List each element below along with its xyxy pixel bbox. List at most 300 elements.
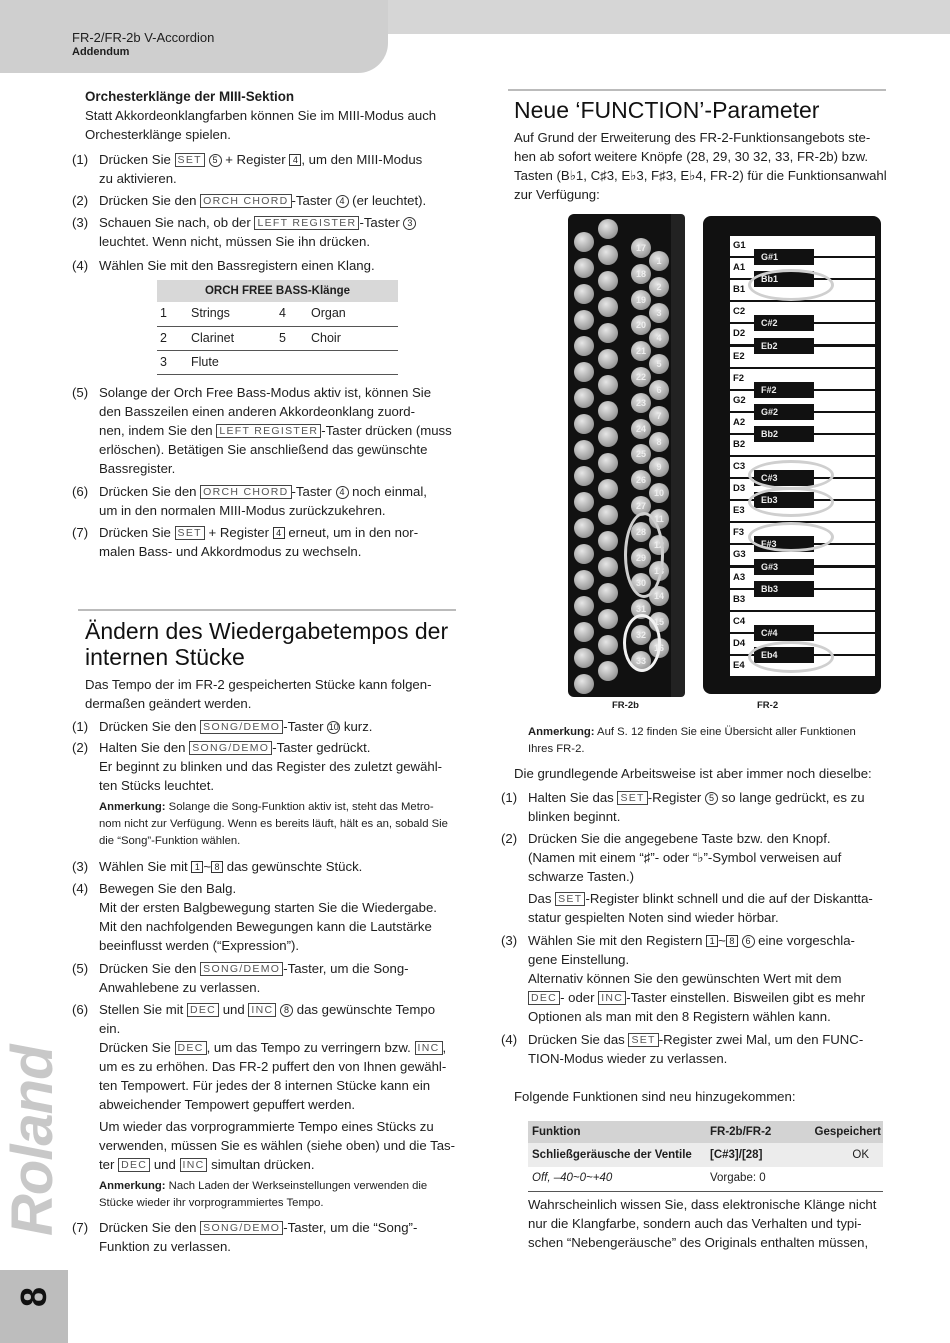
note: [528, 724, 898, 758]
text: , um das Tempo zu verringern bzw.: [206, 1040, 411, 1055]
register-key: 1: [706, 935, 718, 947]
left-register-key: LEFT REGISTER: [254, 216, 359, 230]
text: Alternativ können Sie den gewünschten Wert mit dem: [528, 971, 842, 986]
step-text: [99, 383, 469, 478]
step-text: [528, 889, 898, 927]
circled-number: 10: [328, 722, 339, 732]
accordion-button: [574, 544, 594, 564]
accordion-button: [574, 570, 594, 590]
step-number: (5): [72, 961, 89, 976]
white-key-label: E2: [733, 350, 745, 362]
text: Drücken Sie den: [99, 1220, 197, 1235]
text: die “Song”-Funktion wählen.: [99, 835, 241, 847]
text: Bewegen Sie den Balg.: [99, 881, 237, 896]
white-key-label: F2: [733, 372, 745, 384]
text: Drücken Sie den: [99, 961, 197, 976]
text: Das Tempo der im FR-2 gespeicherten Stücke kann folgen-: [85, 677, 432, 692]
section-title: [85, 618, 448, 670]
text: + Register: [208, 525, 269, 540]
accordion-button: [574, 232, 594, 252]
text: um es zu erhöhen. Das FR-2 puffert den von Ihnen gewähl-: [99, 1059, 447, 1074]
accordion-button: [598, 453, 618, 473]
inc-key: INC: [598, 991, 626, 1005]
text: Solange der Orch Free Bass-Modus aktiv ist, können Sie: [99, 385, 432, 400]
button-number: 8: [656, 436, 662, 447]
button-number: 19: [635, 294, 646, 305]
text: nen, indem Sie den: [99, 423, 213, 438]
table: [157, 302, 398, 375]
dec-key: DEC: [118, 1158, 150, 1172]
text: Statt Akkordeonklangfarben können Sie im MIII-Modus auch Orchesterklänge spielen.: [85, 108, 437, 142]
text: noch einmal,: [352, 484, 427, 499]
accordion-button: [598, 583, 618, 603]
text: den Basszeilen einen anderen Akkordeonklang zuord-: [99, 404, 415, 419]
accordion-button: [598, 531, 618, 551]
text: -Taster einstellen. Bisweilen gibt es mehr: [626, 990, 866, 1005]
black-key-label: G#3: [761, 561, 779, 572]
accordion-button: [574, 414, 594, 434]
text: Um wieder das vorprogrammierte Tempo eines Stücks zu: [99, 1119, 434, 1134]
black-key-label: F#3: [761, 539, 777, 550]
register-key: 8: [726, 935, 738, 947]
black-key-label: G#1: [761, 252, 779, 263]
text: Drücken Sie: [99, 1040, 171, 1055]
table-header-row: [528, 1121, 883, 1143]
button-number: 3: [656, 307, 662, 318]
white-key-label: B3: [733, 593, 746, 605]
accordion-button: [574, 466, 594, 486]
function-table: [528, 1121, 883, 1192]
text: statur gespielten Noten sind wieder hörbar.: [528, 910, 779, 925]
accordion-button: [574, 362, 594, 382]
note: [99, 799, 469, 850]
text: zur Verfügung:: [514, 187, 600, 202]
text: Er beginnt zu blinken und das Register des zuletzt gewähl-: [99, 759, 443, 774]
white-key-label: B2: [733, 438, 746, 450]
table-cell: 4: [279, 306, 286, 321]
table-cell: [C#3]/[28]: [710, 1148, 763, 1161]
register-key: 4: [289, 154, 301, 166]
table-row: [157, 326, 398, 350]
text: Drücken Sie die angegebene Taste bzw. den Knopf.: [528, 831, 831, 846]
step-text: [528, 788, 898, 826]
table-cell: Organ: [311, 306, 346, 321]
step-number: (5): [72, 385, 89, 400]
black-key-label: C#3: [761, 473, 778, 484]
text: kurz.: [343, 719, 373, 734]
text: und: [153, 1157, 176, 1172]
button-number: 7: [656, 410, 662, 421]
button-number: 33: [635, 655, 646, 666]
paragraph: Die grundlegende Arbeitsweise ist aber immer noch dieselbe:: [514, 766, 872, 781]
text: Optionen als man mit den 8 Registern wählen kann.: [528, 1009, 831, 1024]
text: - oder: [560, 990, 595, 1005]
text: simultan drücken.: [211, 1157, 315, 1172]
text: + Register: [225, 152, 286, 167]
button-number: 17: [635, 243, 646, 253]
text: ,: [442, 1040, 447, 1055]
text: Drücken Sie den: [99, 193, 197, 208]
accordion-button: [574, 258, 594, 278]
text: ~: [203, 859, 212, 874]
text: dermaßen geändert werden.: [85, 696, 252, 711]
black-key-label: Eb4: [761, 649, 778, 660]
text: das gewünschte Stück.: [226, 859, 363, 874]
circled-number: 3: [403, 217, 416, 230]
text: Wählen Sie mit: [99, 859, 188, 874]
circled-number: 4: [336, 486, 349, 499]
white-key-label: C3: [733, 461, 746, 472]
text: um in den normalen MIII-Modus zurückzukehren.: [99, 503, 386, 518]
highlight-ring: [623, 614, 661, 672]
button-number: 12: [653, 539, 664, 550]
button-number: 29: [635, 552, 646, 563]
step-number: (3): [72, 859, 89, 874]
text: Drücken Sie den: [99, 719, 197, 734]
text: Mit den nachfolgenden Bewegungen kann die Lautstärke: [99, 919, 432, 934]
text: -Register: [647, 790, 702, 805]
accordion-button: [574, 440, 594, 460]
text: Solange die Song-Funktion aktiv ist, steht das Metro-: [165, 801, 434, 813]
circled-number: 4: [336, 195, 349, 208]
table-cell: 3: [160, 354, 167, 369]
highlight-ring: [748, 460, 834, 490]
text: , um den MIII-Modus: [301, 152, 423, 167]
circled-number: 8: [280, 1004, 293, 1017]
white-key-label: B1: [733, 284, 746, 296]
text: ten Tempowert. Für jedes der 8 internen Stücke kann ein: [99, 1078, 431, 1093]
text: -Taster gedrückt.: [272, 740, 371, 755]
highlight-ring: [748, 522, 834, 552]
button-number: 15: [653, 617, 664, 628]
button-number: 23: [635, 397, 646, 408]
accordion-button: [574, 674, 594, 694]
dec-key: DEC: [187, 1003, 219, 1017]
table-row: [528, 1143, 883, 1167]
song-demo-key: SONG/DEMO: [200, 1221, 283, 1235]
accordion-button: [574, 492, 594, 512]
text: (er leuchtet).: [352, 193, 427, 208]
button-number: 20: [635, 320, 646, 331]
text: Halten Sie das: [528, 790, 614, 805]
accordion-button: [598, 349, 618, 369]
white-key-label: D4: [733, 637, 746, 649]
text: ten Stücks leuchtet.: [99, 778, 215, 793]
text: gene Einstellung.: [528, 952, 630, 967]
button-number: 9: [656, 462, 662, 473]
step-text: [99, 482, 469, 520]
step-number: (2): [72, 740, 89, 755]
button-number: 22: [635, 372, 646, 382]
section-heading: Orchesterklänge der MIII-Sektion: [85, 89, 295, 104]
text: nur die Klangfarbe, sondern auch das Verhalten und typi-: [528, 1216, 862, 1231]
step-number: (1): [501, 790, 518, 805]
white-key-label: D3: [733, 483, 746, 495]
accordion-button: [598, 479, 618, 499]
white-key-label: C4: [733, 615, 746, 627]
table-row: [528, 1167, 883, 1191]
white-key-label: C2: [733, 306, 746, 318]
text: Auf Grund der Erweiterung des FR-2-Funktionsangebots ste-: [514, 130, 871, 145]
section-title: Neue ‘FUNCTION’-Parameter: [514, 97, 820, 123]
black-key-label: C#2: [761, 318, 778, 329]
register-key: 4: [273, 527, 285, 539]
step-text: Wählen Sie mit den Bassregistern einen Klang.: [99, 258, 375, 273]
step-text: [99, 738, 469, 795]
side-margin: [0, 1000, 68, 1343]
text: eine vorgeschla-: [758, 933, 855, 948]
step-number: (7): [72, 525, 89, 540]
table-row: [157, 302, 398, 326]
orch-chord-key: ORCH CHORD: [200, 485, 291, 499]
step-text: [99, 213, 469, 251]
text: ~: [718, 933, 726, 948]
text: Schauen Sie nach, ob der: [99, 215, 251, 230]
table-cell: 5: [279, 330, 286, 345]
brand-logo: Roland: [0, 1045, 65, 1236]
text: Auf S. 12 finden Sie eine Übersicht aller Funktionen: [594, 726, 856, 738]
step-number: (4): [501, 1032, 518, 1047]
button-number: 10: [653, 488, 664, 499]
black-key-label: G#2: [761, 406, 779, 417]
note-label: Anmerkung:: [528, 726, 595, 738]
black-key-label: Bb2: [761, 428, 779, 439]
text: internen Stücke: [85, 644, 245, 670]
inc-key: INC: [248, 1003, 276, 1017]
accordion-button: [574, 336, 594, 356]
accordion-button: [574, 388, 594, 408]
text: -Taster drücken (muss: [321, 423, 452, 438]
black-key-label: Eb3: [761, 495, 778, 506]
paragraph: [85, 675, 465, 713]
black-key-label: Eb2: [761, 340, 778, 351]
button-number: 21: [635, 346, 646, 357]
text: -Register zwei Mal, um den FUNC-: [658, 1032, 864, 1047]
button-number: 25: [635, 449, 646, 460]
note-label: Anmerkung:: [99, 1180, 166, 1192]
button-number: 1: [656, 256, 662, 266]
button-number: 27: [635, 501, 646, 511]
figure-caption: FR-2b: [612, 700, 639, 711]
step-number: (6): [72, 484, 89, 499]
step-number: (1): [72, 152, 89, 167]
accordion-button: [598, 401, 618, 421]
accordion-button: [598, 557, 618, 577]
button-number: 16: [653, 643, 664, 653]
text: Das: [528, 891, 552, 906]
step-text: [528, 829, 898, 886]
set-key: SET: [175, 526, 205, 540]
text: -Register blinkt schnell und die auf der Diskantta-: [585, 891, 873, 906]
note: [99, 1178, 469, 1212]
text: -Taster: [359, 215, 400, 230]
button-number: 26: [635, 475, 646, 486]
text: -Taster: [283, 719, 324, 734]
step-number: (2): [501, 831, 518, 846]
step-number: (3): [72, 215, 89, 230]
step-text: [99, 523, 469, 561]
button-number: 11: [654, 514, 664, 524]
accordion-button: [598, 375, 618, 395]
text: -Taster, um die Song-: [283, 961, 409, 976]
step-text: [99, 959, 469, 997]
text: abweichender Tempowert gepuffert werden.: [99, 1097, 356, 1112]
step-text: [99, 717, 469, 736]
table-header: Funktion: [532, 1125, 581, 1138]
accordion-button: [574, 622, 594, 642]
accordion-button: [574, 648, 594, 668]
accordion-button: [598, 271, 618, 291]
table-cell: 1: [160, 306, 167, 321]
white-key-label: G3: [733, 549, 746, 561]
accordion-button: [574, 284, 594, 304]
step-number: (4): [72, 881, 89, 896]
text: TION-Modus wieder zu verlassen.: [528, 1051, 728, 1066]
step-text: [99, 1117, 469, 1174]
text: und: [222, 1002, 245, 1017]
table: [528, 1121, 883, 1192]
table-cell: Schließgeräusche der Ventile: [532, 1148, 692, 1161]
step-text: [528, 1030, 898, 1068]
white-key-label: G2: [733, 394, 746, 406]
paragraph: [85, 106, 465, 144]
text: Drücken Sie das: [528, 1032, 625, 1047]
white-key-label: E4: [733, 659, 745, 671]
inc-key: INC: [415, 1041, 443, 1055]
section-divider: [508, 89, 886, 91]
step-number: (3): [501, 933, 518, 948]
header-subtitle: Addendum: [72, 46, 130, 58]
circled-number: 5: [209, 154, 222, 167]
accordion-button: [574, 596, 594, 616]
text: Bassregister.: [99, 461, 176, 476]
text: Ändern des Wiedergabetempos der: [85, 618, 449, 644]
table-cell: Off, –40~0~+40: [532, 1172, 613, 1185]
figure-caption: FR-2: [757, 700, 779, 711]
text: -Taster: [291, 484, 332, 499]
section-divider: [78, 609, 456, 611]
accordion-button: [598, 505, 618, 525]
circled-number: 5: [705, 792, 718, 805]
paragraph: [528, 1195, 898, 1252]
text: ein.: [99, 1021, 121, 1036]
highlight-ring: [748, 641, 834, 673]
circled-number: 6: [742, 935, 755, 948]
table-cell: Choir: [311, 330, 341, 345]
button-number: 13: [653, 565, 664, 576]
text: ter: [99, 1157, 115, 1172]
black-key-label: C#4: [761, 627, 778, 638]
text: das gewünschte Tempo: [296, 1002, 436, 1017]
text: zu aktivieren.: [99, 171, 177, 186]
table-cell: Vorgabe: 0: [710, 1172, 766, 1185]
table-header: FR-2b/FR-2: [710, 1125, 772, 1138]
text: -Taster: [291, 193, 332, 208]
accordion-button: [598, 297, 618, 317]
text: (Namen mit einem “♯”- oder “♭”-Symbol verweisen auf: [528, 850, 842, 865]
button-number: 2: [656, 281, 662, 292]
text: Wahrscheinlich wissen Sie, dass elektronische Klänge nicht: [528, 1197, 877, 1212]
set-key: SET: [628, 1033, 658, 1047]
step-number: (4): [72, 258, 89, 273]
highlight-ring: [748, 487, 834, 517]
table-title: ORCH FREE BASS-Klänge: [157, 280, 398, 302]
table-cell: Flute: [191, 354, 219, 369]
set-key: SET: [617, 791, 647, 805]
set-key: SET: [175, 153, 205, 167]
song-demo-key: SONG/DEMO: [200, 720, 283, 734]
button-number: 14: [653, 591, 664, 602]
orch-table: [157, 280, 398, 375]
board-edge: [671, 214, 685, 697]
header-title: FR-2/FR-2b V-Accordion: [72, 30, 215, 45]
table-cell: Clarinet: [191, 330, 235, 345]
song-demo-key: SONG/DEMO: [200, 962, 283, 976]
accordion-button: [574, 518, 594, 538]
text: Wählen Sie mit den Registern: [528, 933, 703, 948]
accordion-button: [598, 245, 618, 265]
accordion-button: [598, 661, 618, 681]
orch-chord-key: ORCH CHORD: [200, 194, 291, 208]
black-key-label: F#2: [761, 384, 777, 395]
black-key-label: Bb3: [761, 583, 779, 594]
step-text: [99, 191, 469, 210]
text: verwenden, müssen Sie es wählen (siehe oben) und die Tas-: [99, 1138, 456, 1153]
song-demo-key: SONG/DEMO: [189, 741, 272, 755]
white-key-label: F3: [733, 527, 745, 539]
text: malen Bass- und Akkordmodus zu wechseln.: [99, 544, 362, 559]
black-key-label: Bb1: [761, 274, 779, 285]
paragraph: [514, 128, 889, 204]
step-number: (2): [72, 193, 89, 208]
button-number: 28: [635, 526, 646, 537]
table-header: Gespeichert: [814, 1125, 881, 1138]
text: Mit der ersten Balgbewegung starten Sie die Wiedergabe.: [99, 900, 437, 915]
text: leuchtet. Wenn nicht, müssen Sie ihn drücken.: [99, 234, 370, 249]
accordion-button: [574, 310, 594, 330]
text: Stellen Sie mit: [99, 1002, 184, 1017]
inc-key: INC: [180, 1158, 208, 1172]
table-row: [157, 350, 398, 374]
text: Nach Laden der Werkseinstellungen verwenden die: [165, 1180, 428, 1192]
accordion-button: [598, 219, 618, 239]
white-key-label: E3: [733, 505, 745, 517]
highlight-ring: [748, 269, 834, 301]
set-key: SET: [555, 892, 585, 906]
text: Ihres FR-2.: [528, 743, 585, 755]
white-key-label: A2: [733, 416, 746, 428]
button-number: 30: [635, 578, 646, 589]
step-number: (1): [72, 719, 89, 734]
text: hen ab sofort weitere Knöpfe (28, 29, 30 32, 33, FR-2b) bzw.: [514, 149, 869, 164]
table-cell: 2: [160, 330, 167, 345]
register-key: 1: [191, 861, 203, 873]
text: Funktion zu verlassen.: [99, 1239, 231, 1254]
button-number: 5: [656, 359, 662, 370]
button-number: 24: [635, 423, 646, 434]
paragraph: Folgende Funktionen sind neu hinzugekommen:: [514, 1089, 796, 1104]
white-key-label: G1: [733, 240, 746, 251]
dec-key: DEC: [175, 1041, 207, 1055]
text: erlöschen). Betätigen Sie anschließend das gewünschte: [99, 442, 428, 457]
white-key-label: A1: [733, 262, 746, 274]
text: schen “Nebengeräusche” des Originals enthalten müssen,: [528, 1235, 869, 1250]
page-header: [0, 0, 950, 73]
text: Stücke wieder ihr vorprogrammiertes Tempo.: [99, 1197, 324, 1209]
accordion-button: [598, 427, 618, 447]
step-text: [99, 1218, 469, 1256]
text: beeinflusst werden (“Expression”).: [99, 938, 300, 953]
